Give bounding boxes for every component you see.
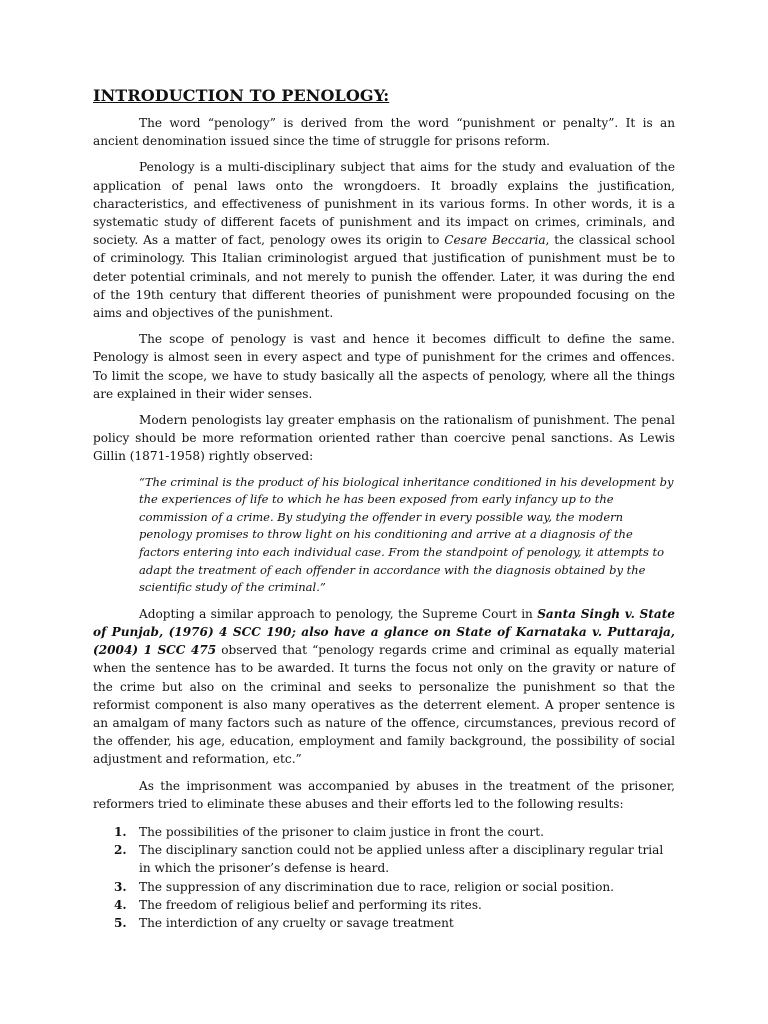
list-text: The suppression of any discrimination due to race, religion or social position.: [139, 879, 614, 894]
results-list: [93, 823, 675, 932]
list-number: 4.: [114, 897, 127, 912]
paragraph-modern-penologists: Modern penologists lay greater emphasis on the rationalism of punishment. The penal policy should be more reformation oriented rather than coercive penal sanctions. As Lewis Gillin (1871-1958) rightly observed:: [93, 413, 675, 464]
paragraph-text: Penology is a multi-disciplinary subject that aims for the study and evaluation of the application of penal laws onto the wrongdoers. It broadly explains the justification, characteristics, and effectiveness of punishment in its various forms. In other words, it is a systematic study of different facets of punishment and its impact on crimes, criminals, and society. As a matter of fact, penology owes its origin to: [93, 160, 675, 248]
page-title: INTRODUCTION TO PENOLOGY:: [93, 86, 390, 105]
list-number: 5.: [114, 916, 127, 931]
list-text: The possibilities of the prisoner to claim justice in front the court.: [139, 825, 544, 840]
paragraph-text: Adopting a similar approach to penology, the Supreme Court in: [139, 606, 538, 621]
list-text: The freedom of religious belief and performing its rites.: [139, 897, 482, 912]
list-text: The disciplinary sanction could not be applied unless after a disciplinary regular trial in which the prisoner’s defense is heard.: [139, 843, 664, 876]
paragraph-text: observed that “penology regards crime and criminal as equally material when the sentence has to be awarded. It turns the focus not only on the gravity or nature of the crime but also on the criminal and seeks to personalize the punishment so that the reformist component is also many operatives as the deterrent element. A proper sentence is an amalgam of many factors such as nature of the offence, circumstances, previous record of the offender, his age, education, employment and family background, the possibility of social adjustment and reformation, etc.”: [93, 643, 675, 767]
beccaria-name: Cesare Beccaria: [444, 233, 546, 248]
list-text: The interdiction of any cruelty or savage treatment: [139, 916, 454, 931]
paragraph-scope: The scope of penology is vast and hence it becomes difficult to define the same. Penology is almost seen in every aspect and type of punishment for the crimes and offences. To limit the scope, we have to study basically all the aspects of penology, where all the things are explained in their wider senses.: [93, 332, 675, 401]
list-item: [93, 914, 675, 932]
list-item: [93, 823, 675, 841]
paragraph-etymology: The word “penology” is derived from the word “punishment or penalty”. It is an ancient denomination issued since the time of struggle for prisons reform.: [93, 116, 675, 149]
paragraph-definition: [93, 158, 675, 322]
list-item: [93, 878, 675, 896]
paragraph-supreme-court: [93, 605, 675, 769]
case-citation: Santa Singh v. State of Punjab, (1976) 4 SCC 190; also have a glance on State of Karnataka v. Puttaraja, (2004) 1 SCC 475: [93, 606, 675, 658]
paragraph-text: , the classical school of criminology. This Italian criminologist argued that justification of punishment must be to deter potential criminals, and not merely to punish the offender. Later, it was during the end of the 19th century that different theories of punishment were propounded focusing on the aims and objectives of the punishment.: [93, 233, 675, 321]
list-number: 2.: [114, 843, 127, 858]
list-number: 3.: [114, 879, 127, 894]
list-item: [93, 841, 675, 877]
list-item: [93, 896, 675, 914]
gillin-quote: “The criminal is the product of his biological inheritance conditioned in his development by the experiences of life to which he has been exposed from early infancy up to the commission of a crime. By studying the offender in every possible way, the modern penology promises to throw light on his conditioning and arrive at a diagnosis of the factors entering into each individual case. From the standpoint of penology, it attempts to adapt the treatment of each offender in accordance with the diagnosis obtained by the scientific study of the criminal.”: [139, 474, 674, 595]
paragraph-reformers: As the imprisonment was accompanied by abuses in the treatment of the prisoner, reformers tried to eliminate these abuses and their efforts led to the following results:: [93, 778, 675, 811]
list-number: 1.: [114, 825, 127, 840]
